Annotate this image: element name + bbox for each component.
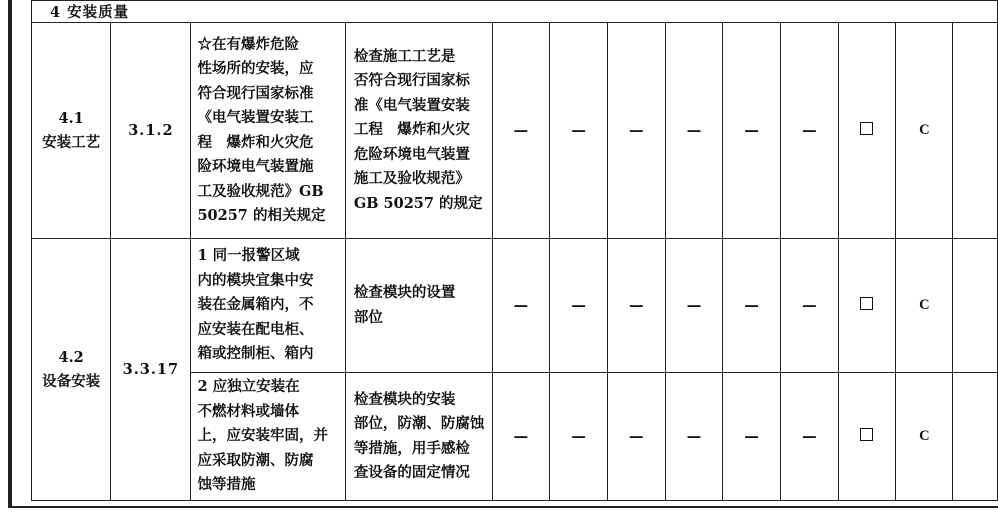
acceptance-table: [31, 0, 998, 501]
check-method-text: [345, 23, 492, 239]
check-line: 查设备的固定情况: [353, 464, 470, 481]
item-number: 4.1: [58, 109, 84, 127]
result-cell: —: [492, 23, 550, 239]
requirement-line: 内的模块宜集中安: [197, 271, 314, 289]
result-cell: —: [665, 373, 723, 501]
grade-cell: C: [896, 23, 953, 239]
requirement-line: 工及验收规范》GB: [197, 182, 324, 200]
result-cell: —: [550, 23, 608, 239]
check-method-text: [345, 373, 492, 501]
result-cell: —: [780, 23, 838, 239]
result-cell: —: [723, 23, 781, 239]
result-cell: —: [665, 239, 723, 373]
checkbox-icon[interactable]: [860, 297, 873, 310]
requirement-line: 1 同一报警区域: [197, 247, 300, 265]
check-line: 检查模块的安装: [353, 390, 456, 408]
result-cell: —: [492, 373, 550, 501]
left-border-rule: [8, 0, 12, 506]
check-line: 部位: [353, 308, 383, 326]
result-cell: —: [550, 239, 608, 373]
requirement-line: 2 应独立安装在: [197, 378, 300, 396]
requirement-line: ☆在有爆炸危险: [197, 35, 299, 53]
clause-number: 3.3.17: [111, 239, 191, 501]
item-cell: [32, 23, 111, 239]
requirement-line: 箱或控制柜、箱内: [197, 345, 314, 363]
checkbox-icon[interactable]: [860, 122, 873, 135]
checkbox-icon[interactable]: [860, 428, 873, 441]
check-line: 检查施工工艺是: [353, 47, 456, 65]
result-cell: —: [723, 239, 781, 373]
item-cell: [32, 239, 111, 501]
check-line: GB 50257 的规定: [353, 194, 483, 212]
result-cell: —: [780, 373, 838, 501]
checkbox-cell[interactable]: [838, 23, 896, 239]
check-line: 部位，防潮、防腐蚀: [353, 415, 485, 432]
result-cell: —: [780, 239, 838, 373]
section-title: 4 安装质量: [32, 1, 998, 23]
requirement-text: [191, 373, 345, 501]
table-row: [32, 239, 998, 373]
requirement-line: 应安装在配电柜、: [197, 320, 314, 338]
requirement-line: 险环境电气装置施: [197, 158, 314, 175]
blank-cell: [953, 373, 998, 501]
requirement-line: 性场所的安装，应: [197, 60, 314, 77]
blank-cell: [953, 239, 998, 373]
grade-cell: C: [896, 239, 953, 373]
check-line: 否符合现行国家标: [353, 72, 470, 90]
result-cell: —: [550, 373, 608, 501]
checkbox-cell[interactable]: [838, 373, 896, 501]
result-cell: —: [607, 239, 665, 373]
check-line: 施工及验收规范》: [353, 170, 470, 188]
requirement-line: 《电气装置安装工: [197, 109, 314, 126]
item-name: 安装工艺: [42, 133, 101, 151]
requirement-line: 符合现行国家标准: [197, 84, 314, 102]
check-line: 危险环境电气装置: [353, 145, 470, 163]
requirement-line: 程 爆炸和火灾危: [197, 133, 314, 151]
requirement-line: 应采取防潮、防腐: [197, 451, 314, 469]
result-cell: —: [665, 23, 723, 239]
check-line: 检查模块的设置: [353, 284, 456, 301]
result-cell: —: [492, 239, 550, 373]
check-method-text: [345, 239, 492, 373]
result-cell: —: [607, 373, 665, 501]
check-line: 工程 爆炸和火灾: [353, 121, 470, 139]
table-row: [32, 23, 998, 239]
checkbox-cell[interactable]: [838, 239, 896, 373]
requirement-line: 蚀等措施: [197, 476, 256, 494]
item-number: 4.2: [58, 348, 84, 366]
requirement-line: 装在金属箱内，不: [197, 296, 314, 314]
blank-cell: [953, 23, 998, 239]
clause-number: 3.1.2: [111, 23, 191, 239]
item-name: 设备安装: [42, 372, 101, 390]
requirement-line: 50257 的相关规定: [197, 207, 326, 224]
requirement-text: [191, 23, 345, 239]
requirement-line: 上，应安装牢固，并: [197, 427, 328, 445]
result-cell: —: [607, 23, 665, 239]
grade-cell: C: [896, 373, 953, 501]
check-line: 等措施，用手感检: [353, 439, 470, 457]
requirement-text: [191, 239, 345, 373]
check-line: 准《电气装置安装: [353, 96, 470, 114]
bottom-border-rule: [8, 506, 998, 508]
requirement-line: 不燃材料或墙体: [197, 402, 299, 420]
result-cell: —: [723, 373, 781, 501]
